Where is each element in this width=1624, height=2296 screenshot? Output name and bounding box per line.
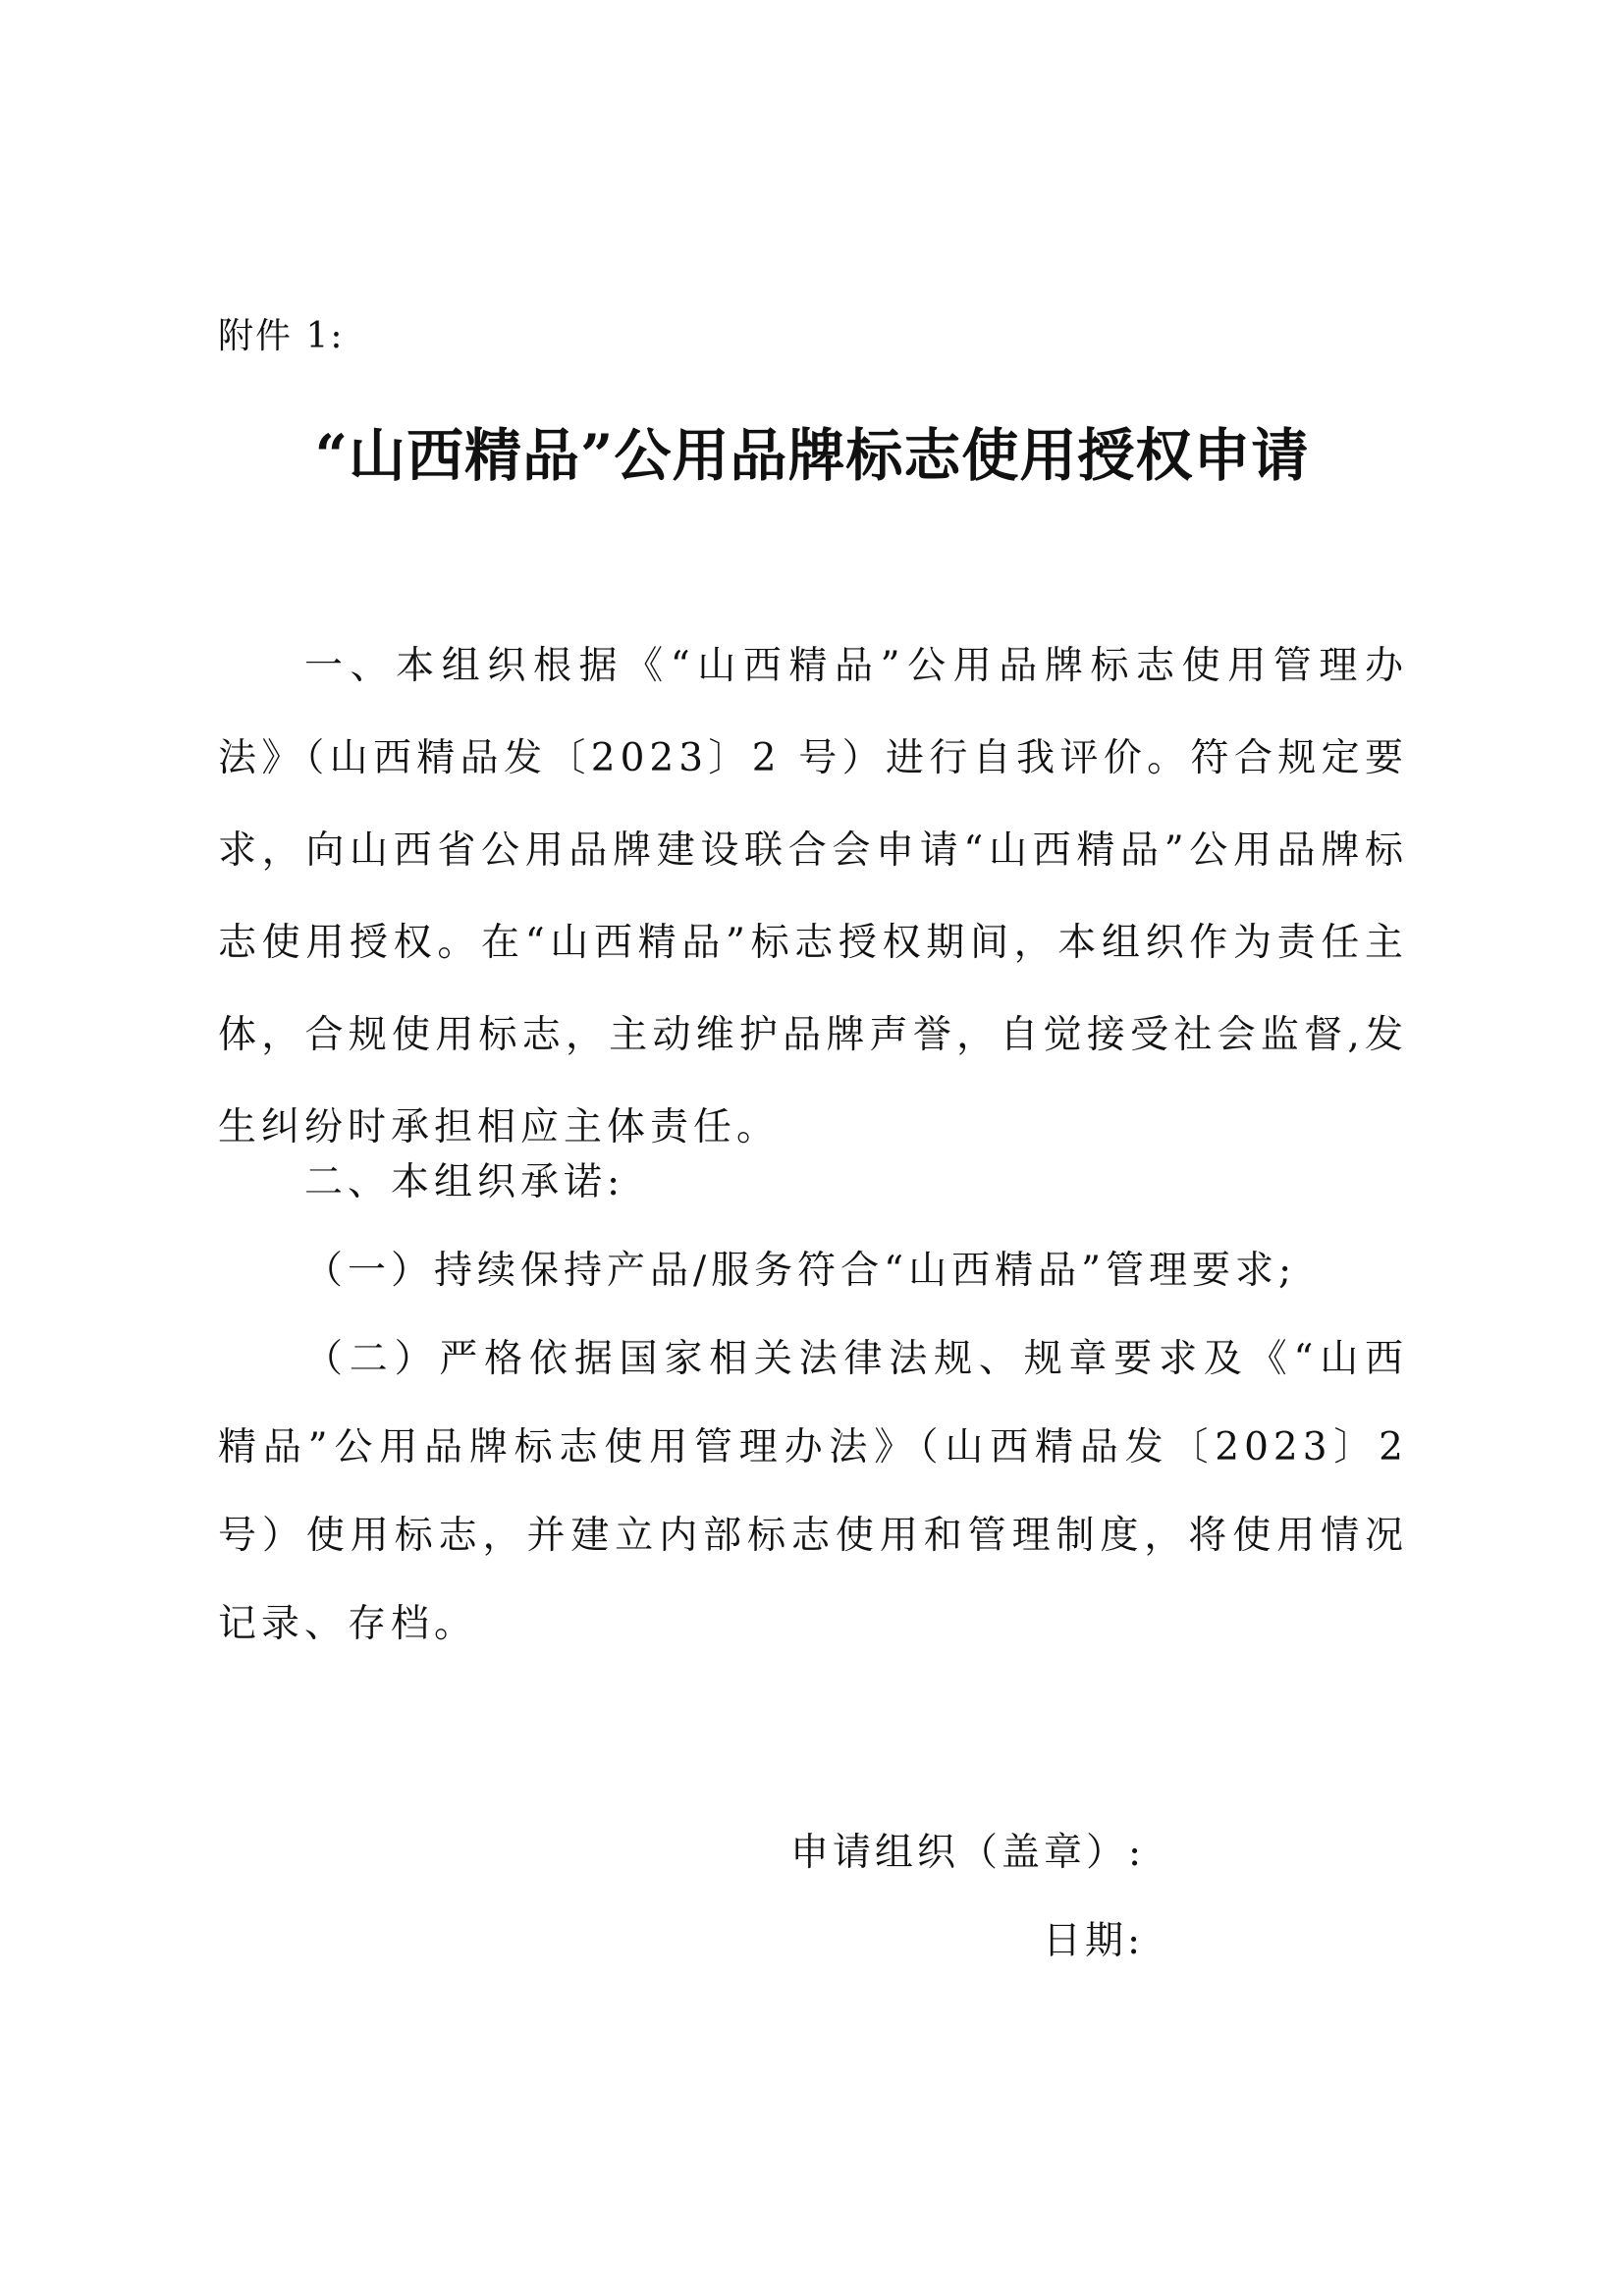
section-one [218, 620, 1408, 1174]
attachment-label: 附件 1: [218, 316, 345, 356]
applicant-seal-label: 申请组织（盖章）: [790, 1831, 1146, 1875]
document-title: “山西精品”公用品牌标志使用授权申请 [314, 422, 1310, 489]
paragraph-application-statement: 一、本组织根据《“山西精品”公用品牌标志使用管理办法》（山西精品发〔2023〕2 号）进行自我评价。符合规定要求，向山西省公用品牌建设联合会申请“山西精品”公用品牌标志使用授权。在“山西精品”标志授权期间，本组织作为责任主体，合规使用标志，主动维护品牌声誉，自觉接受社会监督,发生纠纷时承担相应主体责任。 [218, 644, 1408, 1149]
paragraph-commitment-heading: 二、本组织承诺: [304, 1160, 625, 1204]
section-two [218, 1139, 1408, 1669]
paragraph-commitment-two: （二）严格依据国家相关法律法规、规章要求及《“山西精品”公用品牌标志使用管理办法》（山西精品发〔2023〕2 号）使用标志，并建立内部标志使用和管理制度，将使用情况记录、存档。 [218, 1337, 1408, 1646]
paragraph-commitment-one: （一）持续保持产品/服务符合“山西精品”管理要求; [304, 1249, 1297, 1293]
date-label: 日期: [1043, 1919, 1145, 1963]
